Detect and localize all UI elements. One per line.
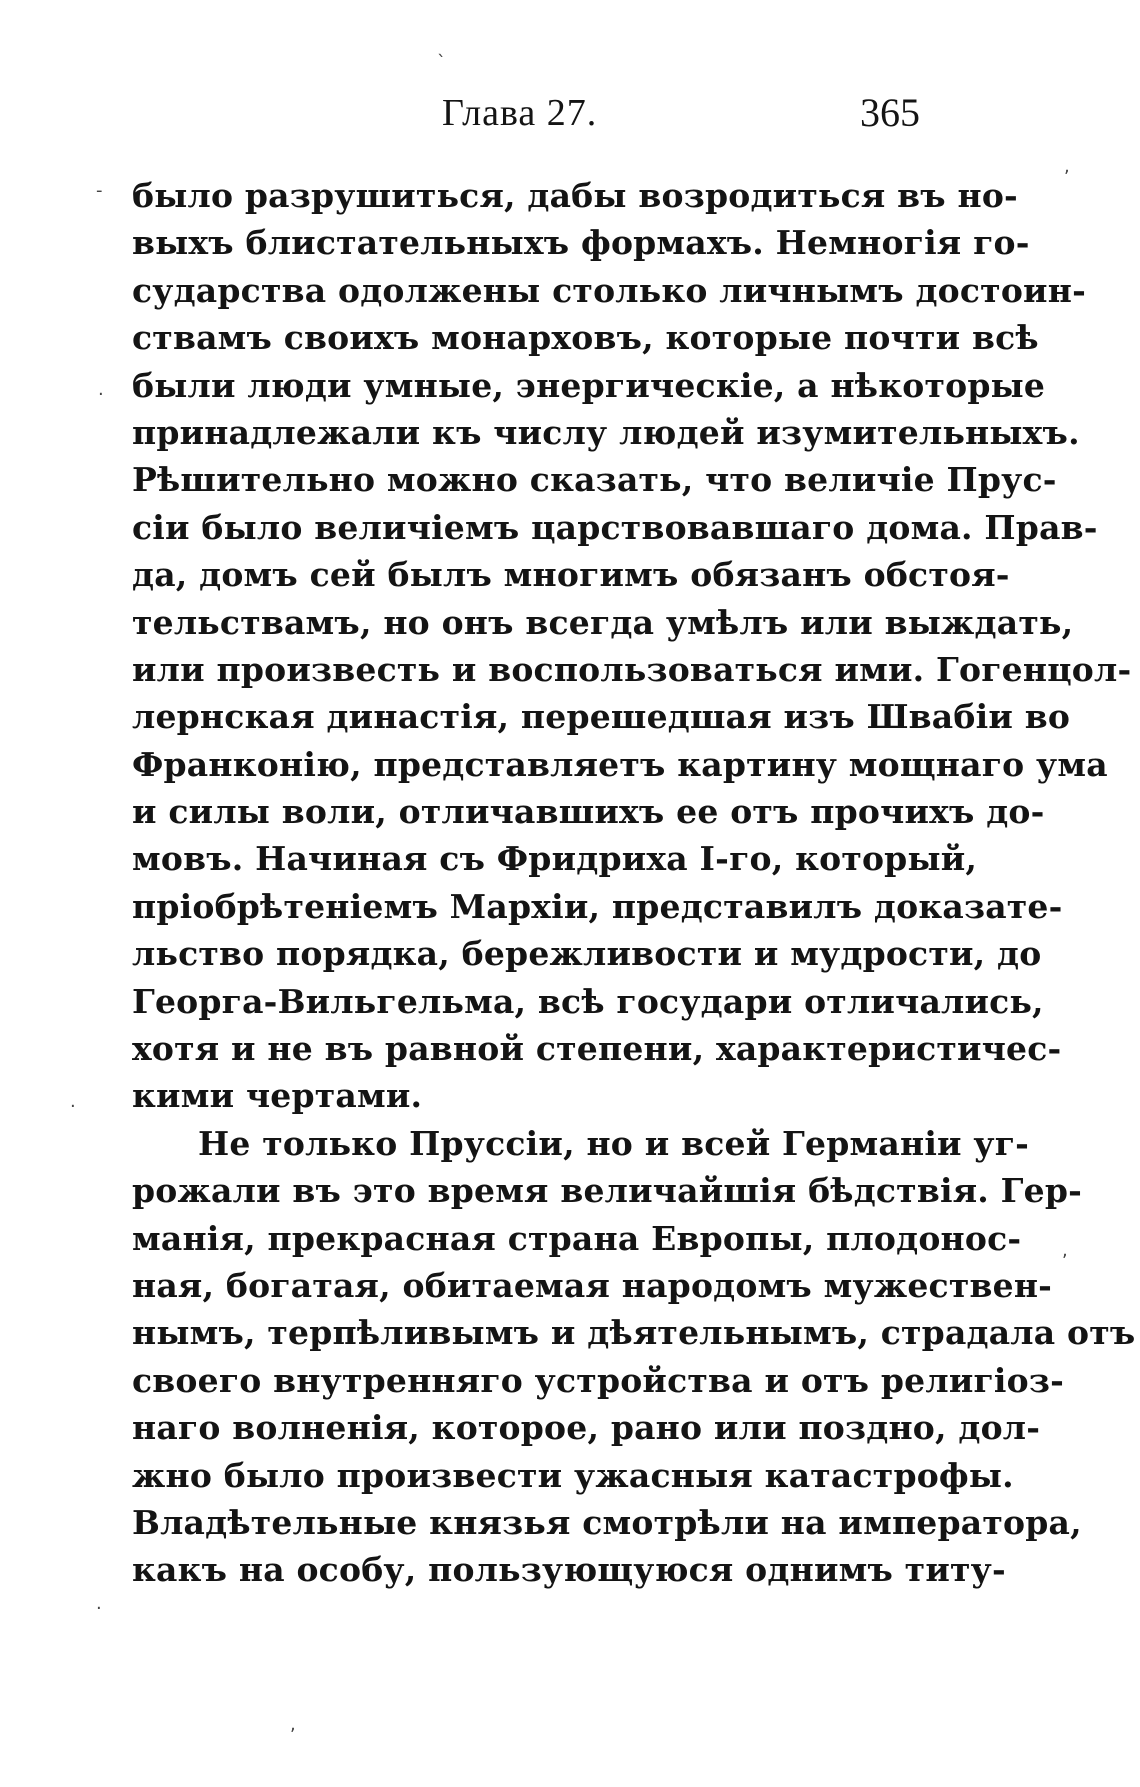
text-line: ная, богатая, обитаемая народомъ мужествен- — [132, 1265, 1053, 1305]
text-line: тельствамъ, но онъ всегда умѣлъ или выждать, — [132, 602, 1074, 642]
text-line: ствамъ своихъ монарховъ, которые почти всѣ — [132, 318, 1039, 358]
scan-speck: , — [1062, 1240, 1068, 1261]
scan-speck: · — [98, 384, 104, 405]
text-line: своего внутренняго устройства и отъ религіоз- — [132, 1360, 1065, 1400]
text-line: было разрушиться, дабы возродиться въ но- — [132, 176, 1018, 215]
text-line: лернская династія, перешедшая изъ Швабіи во — [132, 697, 1071, 737]
scan-speck: ` — [437, 52, 446, 73]
scan-speck: , — [1064, 156, 1070, 177]
text-line: хотя и не въ равной степени, характеристичес- — [132, 1029, 1062, 1069]
paragraph-first-line: Не только Пруссіи, но и всей Германіи уг- — [198, 1123, 1030, 1163]
text-line: жно было произвести ужасныя катастрофы. — [132, 1455, 1014, 1495]
text-line: пріобрѣтеніемъ Мархіи, представилъ доказате- — [132, 886, 1063, 926]
text-line: или произвесть и воспользоваться ими. Гогенцол- — [132, 649, 1132, 689]
scan-speck: · — [96, 1598, 102, 1619]
text-line: Франконію, представляетъ картину мощнаго ума — [132, 744, 1108, 784]
text-line: сударства одолжены столько личнымъ достоин- — [132, 270, 1086, 310]
text-line: льство порядка, бережливости и мудрости, до — [132, 934, 1042, 974]
text-line: и силы воли, отличавшихъ ее отъ прочихъ до- — [132, 792, 1045, 832]
paragraph-end-line: кими чертами. — [132, 1076, 423, 1116]
chapter-title: Глава 27. — [442, 92, 598, 134]
text-line: выхъ блистательныхъ формахъ. Немногія го- — [132, 223, 1030, 263]
body-text — [132, 172, 1136, 1594]
text-line: мовъ. Начиная съ Фридриха I-го, который, — [132, 839, 978, 879]
text-line: Георга-Вильгельма, всѣ государи отличались, — [132, 981, 1044, 1021]
text-line: Владѣтельные князья смотрѣли на императора, — [132, 1502, 1082, 1542]
page-number: 365 — [860, 90, 920, 135]
scan-speck: , — [290, 1714, 296, 1735]
text-line: наго волненія, которое, рано или поздно, дол- — [132, 1408, 1041, 1448]
text-line: Рѣшительно можно сказать, что величіе Прус- — [132, 460, 1057, 500]
text-line: сіи было величіемъ царствовавшаго дома. Прав- — [132, 507, 1098, 547]
text-line: были люди умные, энергическіе, а нѣкоторые — [132, 365, 1046, 405]
text-line: принадлежали къ числу людей изумительныхъ. — [132, 412, 1080, 452]
scan-speck: · — [70, 1096, 76, 1117]
scan-speck: - — [96, 180, 103, 201]
running-head — [132, 88, 920, 138]
text-line: какъ на особу, пользующуюся однимъ титу- — [132, 1550, 1006, 1590]
text-line: нымъ, терпѣливымъ и дѣятельнымъ, страдала отъ — [132, 1313, 1136, 1353]
text-line: да, домъ сей былъ многимъ обязанъ обстоя- — [132, 555, 1010, 595]
text-line: манія, прекрасная страна Европы, плодонос- — [132, 1218, 1022, 1258]
text-line: рожали въ это время величайшія бѣдствія. Гер- — [132, 1171, 1082, 1211]
